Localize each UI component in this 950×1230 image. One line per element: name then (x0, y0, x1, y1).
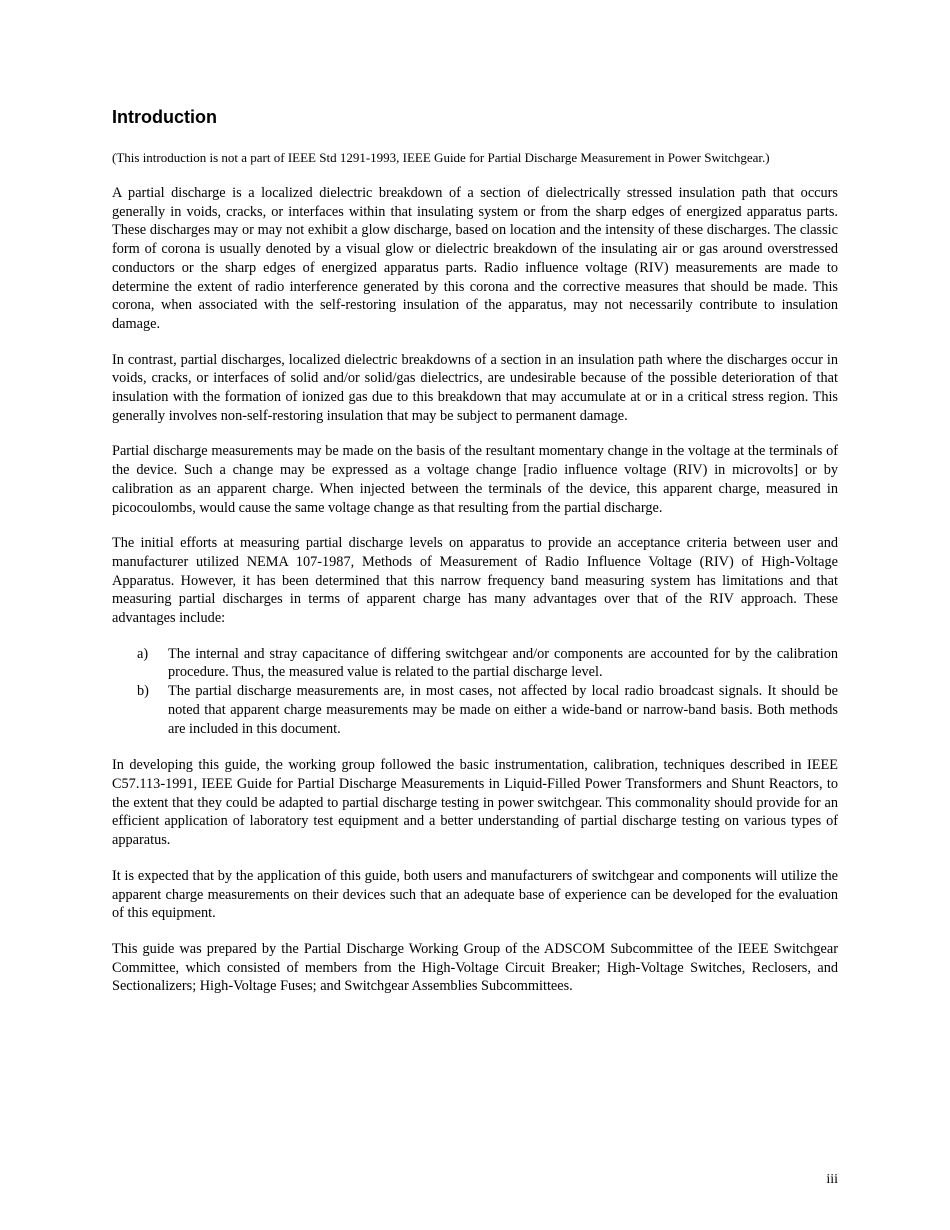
list-item (112, 645, 838, 682)
document-page (112, 105, 838, 1013)
paragraph-3: Partial discharge measurements may be made on the basis of the resultant momentary change in the voltage at the terminals of the device. Such a change may be expressed as a voltage change [radio influence voltage (RIV) in microvolts] or by calibration as an apparent charge. When injected between the terminals of the device, this apparent charge, measured in picocoulombs, would cause the same voltage change as that resulting from the partial discharge. (112, 443, 838, 516)
paragraph-1: A partial discharge is a localized dielectric breakdown of a section of dielectrically stressed insulation path that occurs generally in voids, cracks, or interfaces within that insulating system or from the sharp edges of energized apparatus parts. These discharges may or may not exhibit a glow discharge, based on location and the intensity of these discharges. The classic form of corona is usually denoted by a visual glow or dielectric breakdown of the insulating air or gas around overstressed conductors or the sharp edges of energized apparatus parts. Radio influence voltage (RIV) measurements are made to determine the extent of radio interference generated by this corona and the corrective measures that should be made. This corona, when associated with the self-restoring insulation of the apparatus, may not necessarily contribute to insulation damage. (112, 185, 838, 332)
list-marker: b) (137, 683, 149, 700)
paragraph-5: In developing this guide, the working group followed the basic instrumentation, calibration, techniques described in IEEE C57.113-1991, IEEE Guide for Partial Discharge Measurements in Liquid-Filled Power Transformers and Shunt Reactors, to the extent that they could be adapted to partial discharge testing in power switchgear. This commonality should provide for an efficient application of laboratory test equipment and a better understanding of partial discharge testing on various types of apparatus. (112, 757, 838, 849)
list-item-text: The partial discharge measurements are, in most cases, not affected by local radio broadcast signals. It should be noted that apparent charge measurements may be made on either a wide-band or narrow-band basis. Both methods are included in this document. (168, 683, 838, 737)
advantages-list (112, 645, 838, 739)
section-heading: Introduction (112, 107, 217, 127)
introduction-note: (This introduction is not a part of IEEE Std 1291-1993, IEEE Guide for Partial Discharge Measurement in Power Switchgear.) (112, 150, 770, 165)
paragraph-6: It is expected that by the application of this guide, both users and manufacturers of switchgear and components will utilize the apparent charge measurements on their devices such that an adequate base of experience can be developed for the evaluation of this equipment. (112, 867, 838, 922)
paragraph-2: In contrast, partial discharges, localized dielectric breakdowns of a section in an insulation path where the discharges occur in voids, cracks, or interfaces of solid and/or solid/gas dielectrics, are undesirable because of the possible deterioration of that insulation with the formation of ionized gas due to this breakdown that may accumulate at or in a critical stress region. This generally involves non-self-restoring insulation that may be subject to permanent damage. (112, 351, 838, 424)
page-number: iii (826, 1172, 838, 1187)
list-item-text: The internal and stray capacitance of differing switchgear and/or components are accounted for by the calibration procedure. Thus, the measured value is related to the partial discharge level. (168, 645, 838, 681)
paragraph-7: This guide was prepared by the Partial Discharge Working Group of the ADSCOM Subcommittee of the IEEE Switchgear Committee, which consisted of members from the High-Voltage Circuit Breaker; High-Voltage Switches, Reclosers, and Sectionalizers; High-Voltage Fuses; and Switchgear Assemblies Subcommittees. (112, 940, 838, 995)
paragraph-4: The initial efforts at measuring partial discharge levels on apparatus to provide an acceptance criteria between user and manufacturer utilized NEMA 107-1987, Methods of Measurement of Radio Influence Voltage (RIV) of High-Voltage Apparatus. However, it has been determined that this narrow frequency band measuring system has limitations and that measuring partial discharges in terms of apparent charge has many advantages over that of the RIV approach. These advantages include: (112, 535, 838, 627)
list-marker: a) (137, 645, 149, 662)
list-item (112, 682, 838, 738)
